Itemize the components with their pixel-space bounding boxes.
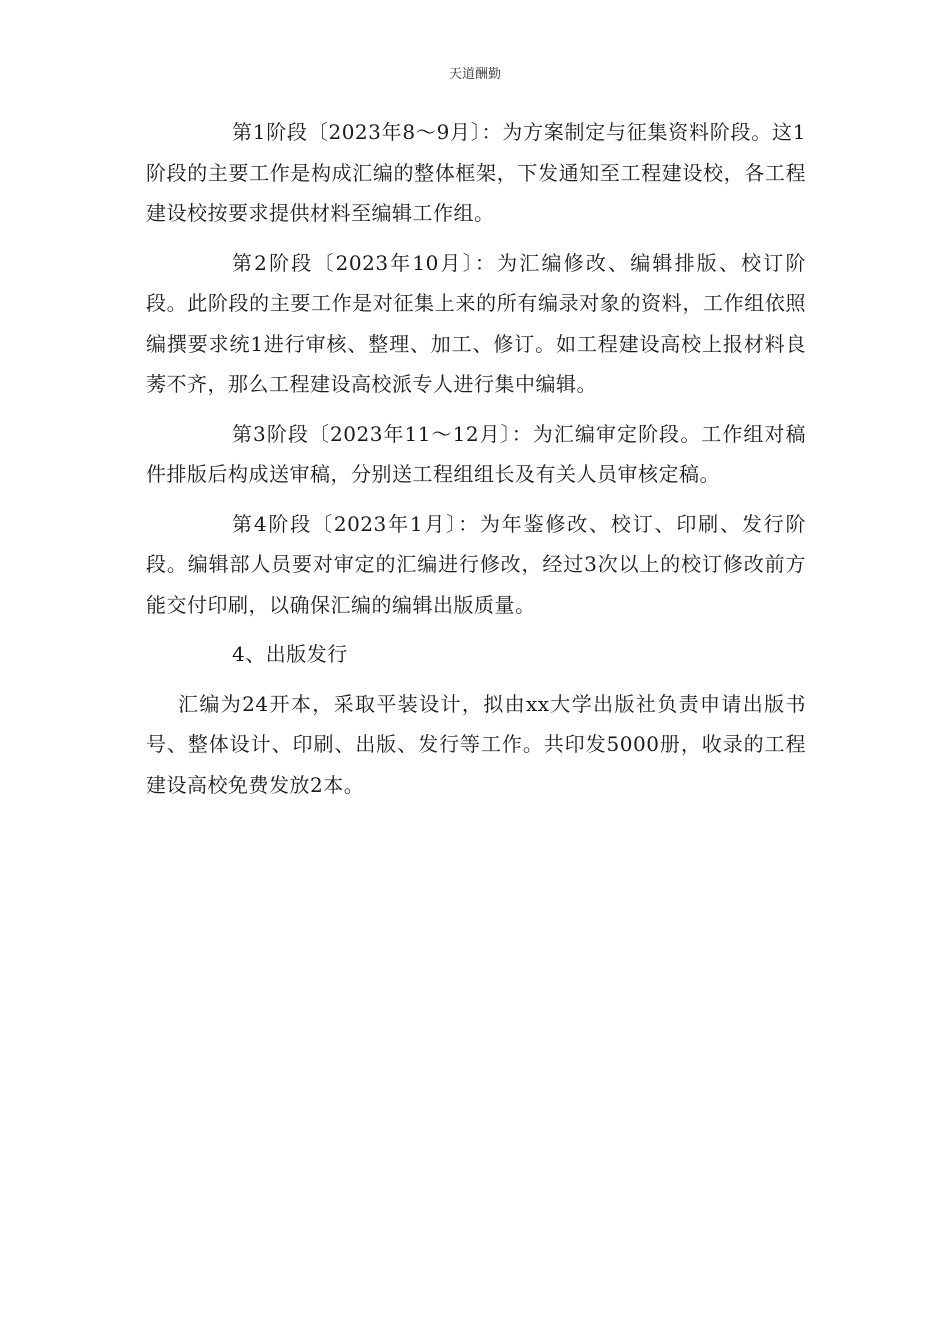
paragraph-publication: 汇编为24开本，采取平装设计，拟由xx大学出版社负责申请出版书号、整体设计、印刷、出版、发行等工作。共印发5000册，收录的工程建设高校免费发放2本。 — [146, 691, 806, 797]
section-heading: 4、出版发行 — [232, 642, 348, 666]
paragraph-stage-2: 第2阶段〔2023年10月〕：为汇编修改、编辑排版、校订阶段。此阶段的主要工作是对征集上来的所有编录对象的资料，工作组依照编撰要求统1进行审核、整理、加工、修订。如工程建设高校上报材料良莠不齐，那么工程建设高校派专人进行集中编辑。 — [146, 250, 806, 396]
page-header: 天道酬勤 — [448, 67, 501, 82]
paragraph-stage-3: 第3阶段〔2023年11～12月〕：为汇编审定阶段。工作组对稿件排版后构成送审稿，分别送工程组组长及有关人员审核定稿。 — [146, 421, 806, 486]
paragraph-stage-4: 第4阶段〔2023年1月〕：为年鉴修改、校订、印刷、发行阶段。编辑部人员要对审定的汇编进行修改，经过3次以上的校订修改前方能交付印刷，以确保汇编的编辑出版质量。 — [146, 511, 806, 617]
document-body — [146, 112, 806, 814]
paragraph-stage-1: 第1阶段〔2023年8～9月〕：为方案制定与征集资料阶段。这1阶段的主要工作是构成汇编的整体框架，下发通知至工程建设校，各工程建设校按要求提供材料至编辑工作组。 — [146, 120, 806, 225]
